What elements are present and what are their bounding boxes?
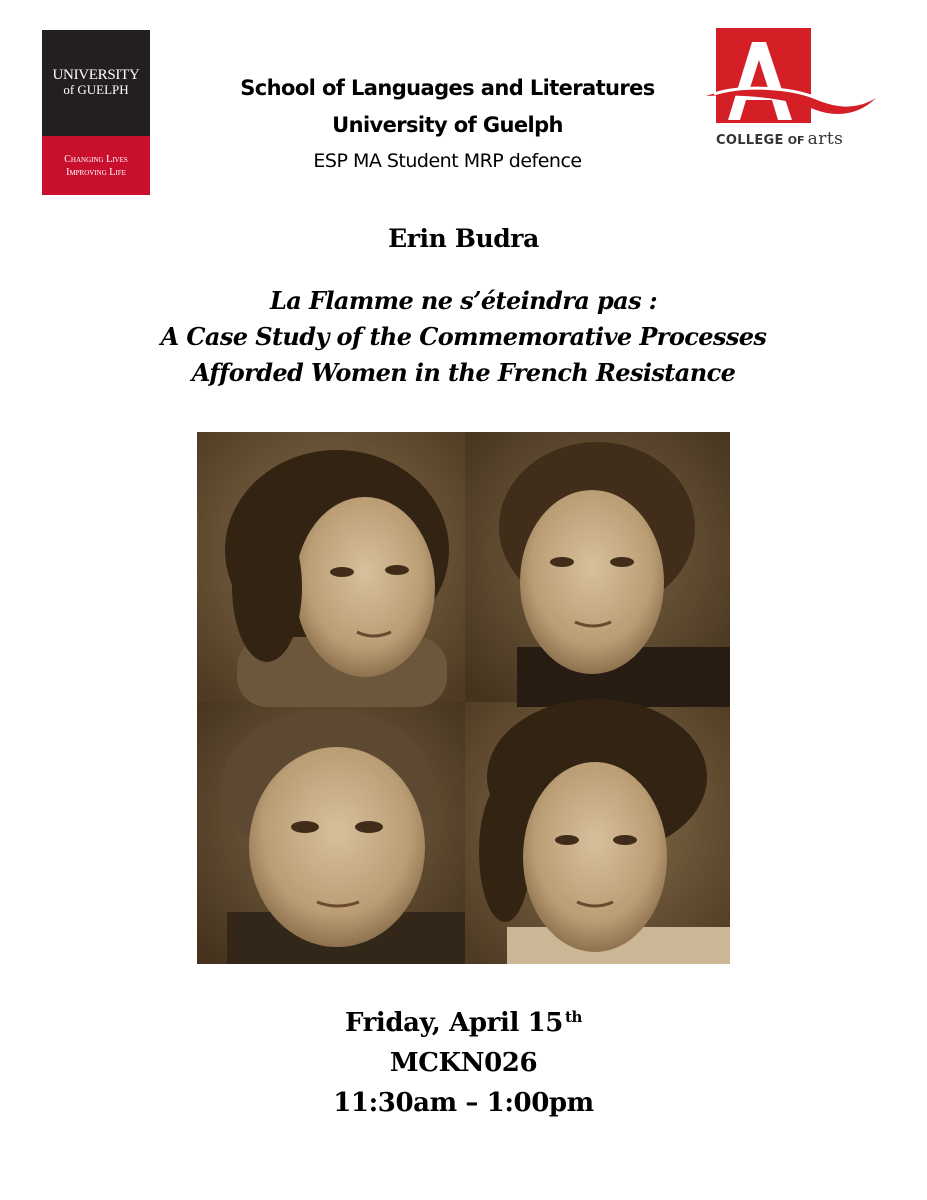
uog-tagline-line2: Improving Life [66, 167, 126, 178]
uog-logo-line1: UNIVERSITY [52, 67, 140, 83]
uog-logo-line2: of GUELPH [63, 82, 129, 97]
event-header [150, 70, 745, 178]
school-name: School of Languages and Literatures [240, 76, 655, 100]
portrait-grid-image [197, 432, 730, 964]
university-of-guelph-logo [42, 30, 150, 195]
thesis-title-line2: A Case Study of the Commemorative Processes [160, 322, 767, 351]
college-of-arts-a-mark-icon [700, 28, 880, 128]
event-type: ESP MA Student MRP defence [313, 150, 582, 172]
uog-logo-tagline [42, 136, 150, 195]
uog-tagline-line1: Changing Lives [64, 154, 128, 165]
university-name: University of Guelph [332, 113, 563, 137]
presenter-name: Erin Budra [388, 224, 539, 253]
uog-logo-wordmark [42, 30, 150, 136]
thesis-title [60, 283, 867, 391]
thesis-title-line1: La Flamme ne s’éteindra pas : [269, 286, 658, 315]
sepia-portraits-icon [197, 432, 730, 964]
event-date [0, 1003, 927, 1043]
arts-word: arts [807, 129, 844, 149]
event-details [0, 1003, 927, 1123]
thesis-title-line3: Afforded Women in the French Resistance [191, 358, 736, 387]
event-room: MCKN026 [389, 1048, 538, 1078]
of-word: OF [787, 134, 805, 147]
event-date-suffix: th [564, 1008, 582, 1026]
college-of-arts-logo [700, 28, 880, 158]
college-word: COLLEGE [716, 133, 784, 148]
event-time: 11:30am – 1:00pm [333, 1088, 594, 1118]
college-of-arts-wordmark [716, 129, 843, 149]
event-date-text: Friday, April 15 [344, 1008, 563, 1038]
